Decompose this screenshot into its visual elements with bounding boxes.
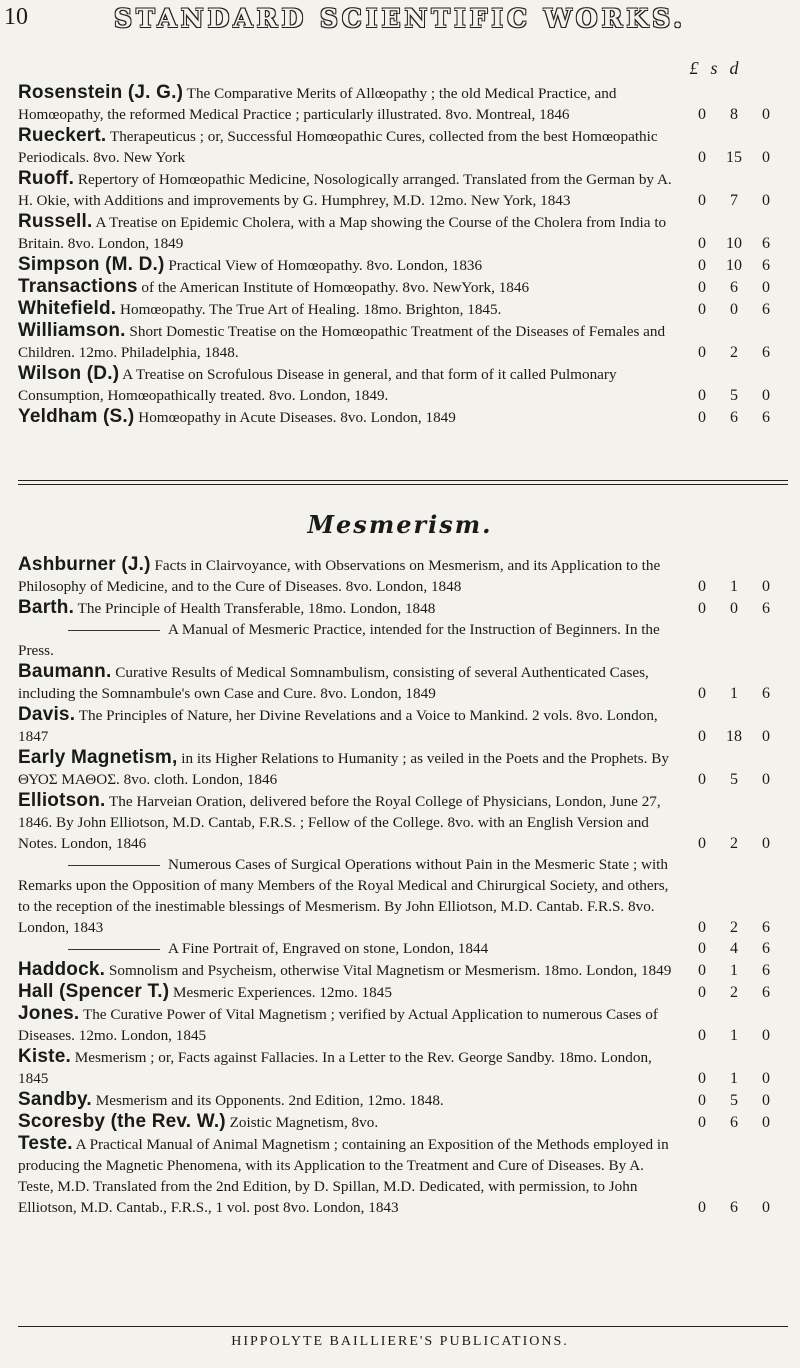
book-entry: [18, 661, 788, 704]
price-pence: 6: [762, 235, 770, 252]
entry-author: Whitefield.: [18, 298, 117, 319]
entry-text: Homœopathy in Acute Diseases. 8vo. London, 1849: [138, 409, 456, 426]
entry-text: The Comparative Merits of Allœopathy ; the old Medical Practice, and Homœopathy, the reformed Medical Practice ; particularly illustrated. 8vo. Montreal, 1846: [18, 85, 617, 123]
price-shillings: 6: [730, 279, 738, 296]
book-entry: [18, 125, 788, 168]
price-pence: 0: [762, 1070, 770, 1087]
price-shillings: 1: [730, 962, 738, 979]
book-entry: [18, 1133, 788, 1218]
entry-text: The Principle of Health Transferable, 18mo. London, 1848: [77, 600, 436, 617]
price-shillings: 4: [730, 940, 738, 957]
price-shillings: 8: [730, 106, 738, 123]
price-pounds: 0: [698, 919, 706, 936]
price-pence: 6: [762, 919, 770, 936]
entry-author: Elliotson.: [18, 790, 106, 811]
price-pounds: 0: [698, 940, 706, 957]
entry-author: Yeldham (S.): [18, 406, 135, 427]
entry-author: Scoresby (the Rev. W.): [18, 1111, 226, 1132]
entry-author: Russell.: [18, 211, 93, 232]
book-entry: [18, 938, 788, 959]
entry-text: Somnolism and Psycheism, otherwise Vital Magnetism or Mesmerism. 18mo. London, 1849: [108, 962, 672, 979]
entry-price: [688, 769, 780, 790]
price-shillings: 18: [726, 728, 742, 745]
book-entry: [18, 298, 788, 320]
price-pounds: 0: [698, 344, 706, 361]
price-pence: 6: [762, 600, 770, 617]
price-pounds: 0: [698, 984, 706, 1001]
entry-text: A Treatise on Epidemic Cholera, with a Map showing the Course of the Cholera from India to Britain. 8vo. London, 1849: [18, 214, 667, 252]
entry-text: Mesmerism and its Opponents. 2nd Edition, 12mo. 1848.: [95, 1092, 444, 1109]
price-pence: 0: [762, 1027, 770, 1044]
price-shillings: 10: [726, 235, 742, 252]
entry-author: Wilson (D.): [18, 363, 120, 384]
entry-author: Haddock.: [18, 959, 106, 980]
price-pounds: 0: [698, 1092, 706, 1109]
price-shillings: 2: [730, 919, 738, 936]
book-entry: [18, 1111, 788, 1133]
price-pence: 0: [762, 1199, 770, 1216]
pounds-header: £: [689, 58, 699, 78]
entry-price: [688, 147, 780, 168]
price-shillings: 0: [730, 301, 738, 318]
entry-author: Simpson (M. D.): [18, 254, 165, 275]
entry-price: [688, 1197, 780, 1218]
entry-text: A Fine Portrait of, Engraved on stone, London, 1844: [168, 940, 489, 957]
entry-price: [688, 385, 780, 406]
page-number: 10: [4, 4, 28, 30]
price-shillings: 2: [730, 835, 738, 852]
entry-price: [688, 299, 780, 320]
price-pounds: 0: [698, 685, 706, 702]
entry-price: [688, 683, 780, 704]
book-entry: [18, 747, 788, 790]
price-pounds: 0: [698, 235, 706, 252]
price-shillings: 1: [730, 578, 738, 595]
price-shillings: 5: [730, 1092, 738, 1109]
entry-price: [688, 598, 780, 619]
running-head: STANDARD SCIENTIFIC WORKS.: [114, 4, 686, 33]
pence-header: d: [729, 58, 739, 78]
price-pounds: 0: [698, 301, 706, 318]
book-entry: [18, 790, 788, 854]
entry-price: [688, 833, 780, 854]
entry-author: Davis.: [18, 704, 76, 725]
book-entry: [18, 554, 788, 597]
price-shillings: 0: [730, 600, 738, 617]
entry-text: A Treatise on Scrofulous Disease in general, and that form of it called Pulmonary Consumption, Homœopathically treated. 8vo. London, 1849.: [18, 366, 617, 404]
book-entry: [18, 406, 788, 428]
entry-text: The Curative Power of Vital Magnetism ; verified by Actual Application to numerous Cases of Diseases. 12mo. London, 1845: [18, 1006, 658, 1044]
entry-price: [688, 1025, 780, 1046]
price-shillings: 2: [730, 984, 738, 1001]
price-pounds: 0: [698, 1070, 706, 1087]
entry-text: Practical View of Homœopathy. 8vo. London, 1836: [168, 257, 483, 274]
entry-price: [688, 1090, 780, 1111]
entry-price: [688, 104, 780, 125]
price-pence: 0: [762, 1114, 770, 1131]
price-pence: 0: [762, 149, 770, 166]
entry-text: Homœopathy. The True Art of Healing. 18mo. Brighton, 1845.: [120, 301, 502, 318]
price-pounds: 0: [698, 1027, 706, 1044]
price-pounds: 0: [698, 1114, 706, 1131]
price-shillings: 1: [730, 685, 738, 702]
entry-text: in its Higher Relations to Humanity ; as veiled in the Poets and the Prophets. By ΘΥΟΣ ΜΑΘΟΣ. 8vo. cloth. London, 1846: [18, 750, 669, 788]
price-pence: 6: [762, 344, 770, 361]
price-pounds: 0: [698, 279, 706, 296]
entry-price: [688, 726, 780, 747]
price-pounds: 0: [698, 257, 706, 274]
book-entry: [18, 363, 788, 406]
price-pence: 0: [762, 835, 770, 852]
section-title: Mesmerism.: [307, 510, 493, 539]
entry-text: The Principles of Nature, her Divine Revelations and a Voice to Mankind. 2 vols. 8vo. London, 1847: [18, 707, 658, 745]
price-pence: 6: [762, 940, 770, 957]
price-pounds: 0: [698, 728, 706, 745]
money-column-header: [684, 58, 744, 79]
price-pounds: 0: [698, 835, 706, 852]
price-pence: 6: [762, 962, 770, 979]
price-shillings: 15: [726, 149, 742, 166]
book-entry: [18, 981, 788, 1003]
entry-author: Williamson.: [18, 320, 126, 341]
entry-price: [688, 255, 780, 276]
price-shillings: 10: [726, 257, 742, 274]
entry-author: Barth.: [18, 597, 75, 618]
price-pence: 0: [762, 387, 770, 404]
price-pence: 6: [762, 301, 770, 318]
entry-author: Hall (Spencer T.): [18, 981, 170, 1002]
entry-text: A Practical Manual of Animal Magnetism ; containing an Exposition of the Methods employed in producing the Magnetic Phenomena, with its Application to the Treatment and Cure of Diseases. By A. Teste, M.D. Translated from the 2nd Edition, by D. Spillan, M.D. Dedicated, with permission, to John Elliotson, M.D. Cantab., F.R.S., 1 vol. post 8vo. London, 1843: [18, 1136, 669, 1216]
book-entry: [18, 854, 788, 938]
price-shillings: 1: [730, 1027, 738, 1044]
entry-author: Teste.: [18, 1133, 73, 1154]
price-shillings: 6: [730, 1114, 738, 1131]
price-pounds: 0: [698, 962, 706, 979]
entry-price: [688, 576, 780, 597]
entry-text: The Harveian Oration, delivered before the Royal College of Physicians, London, June 27, 1846. By John Elliotson, M.D. Cantab, F.R.S. ; Fellow of the College. 8vo. with an English Version and Notes. London, 1846: [18, 793, 661, 852]
book-entry: [18, 1003, 788, 1046]
price-shillings: 1: [730, 1070, 738, 1087]
price-pounds: 0: [698, 409, 706, 426]
price-pence: 0: [762, 578, 770, 595]
entry-text: of the American Institute of Homœopathy. 8vo. NewYork, 1846: [141, 279, 530, 296]
entry-price: [688, 277, 780, 298]
price-pence: 0: [762, 279, 770, 296]
shillings-header: s: [710, 58, 718, 78]
entry-price: [688, 190, 780, 211]
entry-text: Short Domestic Treatise on the Homœopathic Treatment of the Diseases of Females and Children. 12mo. Philadelphia, 1848.: [18, 323, 666, 361]
section-rule-double: [18, 484, 788, 485]
entry-text: Mesmerism ; or, Facts against Fallacies. In a Letter to the Rev. George Sandby. 18mo. London, 1845: [18, 1049, 652, 1087]
ditto-rule: [68, 630, 160, 631]
price-pounds: 0: [698, 600, 706, 617]
entry-price: [688, 407, 780, 428]
footer-rule: [18, 1326, 788, 1327]
entry-price: [688, 960, 780, 981]
book-entry: [18, 82, 788, 125]
entry-text: Numerous Cases of Surgical Operations without Pain in the Mesmeric State ; with Remarks upon the Opposition of many Members of the Royal Medical and Chirurgical Society, and others, to the reception of the inestimable blessings of Mesmerism. By John Elliotson, M.D. Cantab. F.R.S. 8vo. London, 1843: [18, 856, 669, 936]
price-pounds: 0: [698, 578, 706, 595]
entry-price: [688, 917, 780, 938]
section-rule: [18, 480, 788, 481]
book-entry: [18, 959, 788, 981]
book-entry: [18, 211, 788, 254]
price-shillings: 6: [730, 1199, 738, 1216]
price-shillings: 7: [730, 192, 738, 209]
homoeopathy-list: [18, 82, 788, 428]
entry-text: Repertory of Homœopathic Medicine, Nosologically arranged. Translated from the German by A. H. Okie, with Additions and improvements by G. Humphrey, M.D. 12mo. New York, 1843: [18, 171, 672, 209]
price-pounds: 0: [698, 387, 706, 404]
mesmerism-list: [18, 554, 788, 1218]
book-entry: [18, 320, 788, 363]
entry-price: [688, 982, 780, 1003]
entry-author: Rueckert.: [18, 125, 107, 146]
price-shillings: 5: [730, 387, 738, 404]
entry-price: [688, 342, 780, 363]
price-pounds: 0: [698, 771, 706, 788]
ditto-rule: [68, 865, 160, 866]
price-pence: 0: [762, 728, 770, 745]
entry-author: Ruoff.: [18, 168, 75, 189]
price-pence: 0: [762, 106, 770, 123]
book-entry: [18, 276, 788, 298]
price-pounds: 0: [698, 106, 706, 123]
price-pounds: 0: [698, 1199, 706, 1216]
entry-text: Mesmeric Experiences. 12mo. 1845: [173, 984, 392, 1001]
price-shillings: 6: [730, 409, 738, 426]
price-pence: 6: [762, 685, 770, 702]
entry-price: [688, 1068, 780, 1089]
price-shillings: 5: [730, 771, 738, 788]
entry-price: [688, 938, 780, 959]
entry-author: Transactions: [18, 276, 138, 297]
entry-text: Curative Results of Medical Somnambulism, consisting of several Authenticated Cases, including the Somnambule's own Case and Cure. 8vo. London, 1849: [18, 664, 649, 702]
entry-author: Rosenstein (J. G.): [18, 82, 184, 103]
price-shillings: 2: [730, 344, 738, 361]
price-pence: 0: [762, 192, 770, 209]
book-entry: [18, 1046, 788, 1089]
entry-price: [688, 233, 780, 254]
price-pounds: 0: [698, 192, 706, 209]
price-pence: 6: [762, 409, 770, 426]
book-entry: [18, 168, 788, 211]
price-pence: 6: [762, 984, 770, 1001]
entry-author: Kiste.: [18, 1046, 71, 1067]
entry-price: [688, 1112, 780, 1133]
entry-author: Ashburner (J.): [18, 554, 151, 575]
entry-author: Baumann.: [18, 661, 112, 682]
price-pence: 0: [762, 1092, 770, 1109]
entry-author: Jones.: [18, 1003, 80, 1024]
entry-text: Therapeuticus ; or, Successful Homœopathic Cures, collected from the best Homœopathic Periodicals. 8vo. New York: [18, 128, 658, 166]
book-entry: [18, 254, 788, 276]
book-entry: [18, 704, 788, 747]
price-pence: 0: [762, 771, 770, 788]
entry-text: A Manual of Mesmeric Practice, intended for the Instruction of Beginners. In the Press.: [18, 621, 660, 659]
entry-author: Sandby.: [18, 1089, 92, 1110]
entry-text: Zoistic Magnetism, 8vo.: [229, 1114, 379, 1131]
book-entry: [18, 1089, 788, 1111]
entry-text: Facts in Clairvoyance, with Observations on Mesmerism, and its Application to the Philosophy of Medicine, and to the Cure of Diseases. 8vo. London, 1848: [18, 557, 661, 595]
footer: HIPPOLYTE BAILLIERE'S PUBLICATIONS.: [231, 1334, 569, 1349]
book-entry: [18, 619, 788, 661]
ditto-rule: [68, 949, 160, 950]
price-pounds: 0: [698, 149, 706, 166]
price-pence: 6: [762, 257, 770, 274]
book-entry: [18, 597, 788, 619]
entry-author: Early Magnetism,: [18, 747, 178, 768]
